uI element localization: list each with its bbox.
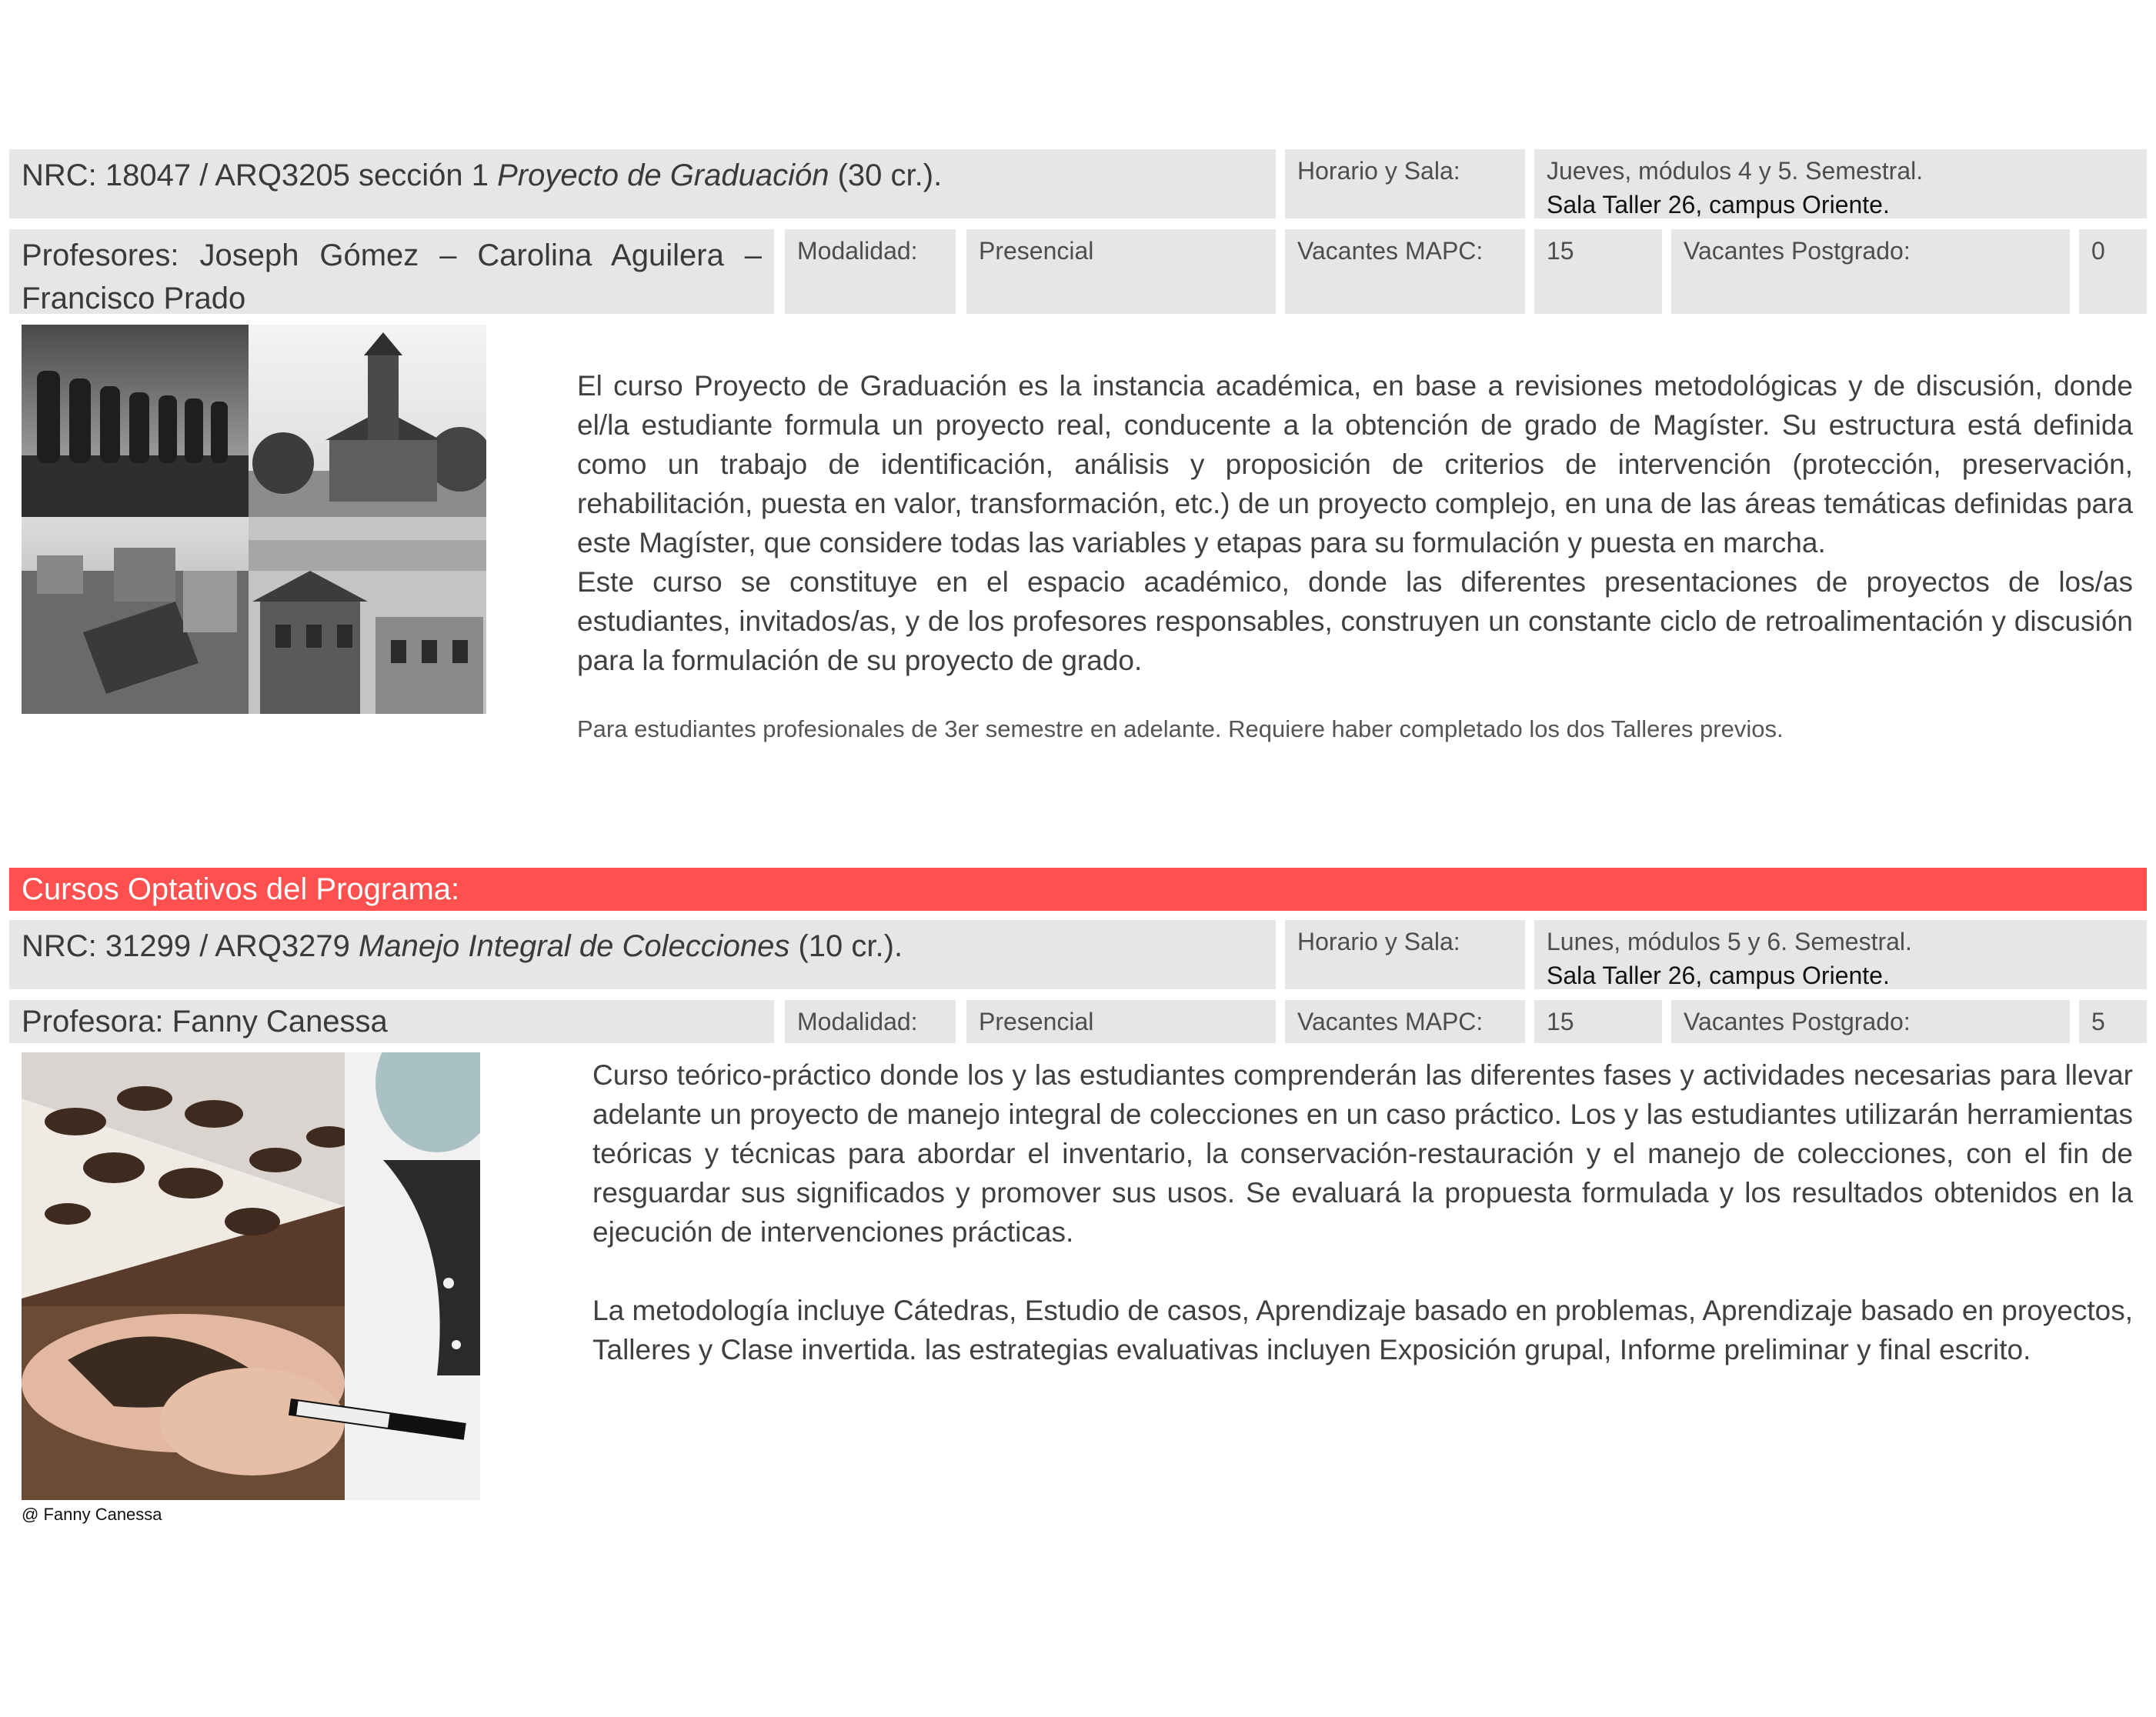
course2-modalidad-value: Presencial	[966, 1000, 1276, 1043]
course1-note: Para estudiantes profesionales de 3er semestre en adelante. Requiere haber completado los dos Talleres previos.	[577, 715, 1784, 742]
course2-description-p2: La metodología incluye Cátedras, Estudio de casos, Aprendizaje basado en problemas, Aprendizaje basado en proyectos, Talleres y Clase invertida. las estrategias evaluativas incluyen Exposición grupal, Informe preliminar y final escrito.	[592, 1295, 2133, 1365]
course1-header	[9, 149, 1276, 218]
course1-header-prefix: NRC: 18047 / ARQ3205 sección 1	[22, 158, 498, 192]
course1-modalidad-value: Presencial	[966, 229, 1276, 314]
course2-photo-collection	[22, 1052, 480, 1500]
course2-horario-line1: Lunes, módulos 5 y 6. Semestral.	[1547, 928, 1912, 955]
course2-title: Manejo Integral de Colecciones	[359, 929, 790, 963]
course2-description-p1: Curso teórico-práctico donde los y las estudiantes comprenderán las diferentes fases y actividades necesarias para llevar adelante un proyecto de manejo integral de colecciones en un caso práctico. Los y las estudiantes utilizarán herramientas teóricas y técnicas para abordar el inventario, la conservación-restauración y el manejo de colecciones, con el fin de resguardar sus significados y promover sus usos. Se evaluará la propuesta formulada y los resultados obtenidos en la ejecución de intervenciones prácticas.	[592, 1059, 2133, 1248]
course2-horario-line2: Sala Taller 26, campus Oriente.	[1547, 962, 1890, 989]
course2-vacantes-mapc-value: 15	[1534, 1000, 1662, 1043]
course2-photo-credit: @ Fanny Canessa	[22, 1505, 162, 1524]
course1-description-p1: El curso Proyecto de Graduación es la instancia académica, en base a revisiones metodológicas y de discusión, donde el/la estudiante formula un proyecto real, conducente a la obtención de grado de Magíster. Su estructura está definida como un trabajo de identificación, análisis y proposición de criterios de intervención (protección, preservación, rehabilitación, puesta en valor, transformación, etc.) de un proyecto complejo, en una de las áreas temáticas definidas para este Magíster, que considere todas las variables y etapas para su formulación y puesta en marcha.	[577, 370, 2133, 558]
course2-header-prefix: NRC: 31299 / ARQ3279	[22, 929, 359, 963]
course1-horario-line1: Jueves, módulos 4 y 5. Semestral.	[1547, 157, 1924, 185]
course1-modalidad-label: Modalidad:	[785, 229, 956, 314]
section-banner-optativos: Cursos Optativos del Programa:	[9, 868, 2147, 911]
course1-horario-value	[1534, 149, 2147, 218]
course1-profesores: Profesores: Joseph Gómez – Carolina Aguilera – Francisco Prado	[9, 229, 774, 314]
course2-description	[592, 1055, 2133, 1369]
course2-header	[9, 920, 1276, 989]
course1-description	[577, 366, 2133, 680]
course2-horario-value	[1534, 920, 2147, 989]
course1-title: Proyecto de Graduación	[497, 158, 829, 192]
course1-description-p2: Este curso se constituye en el espacio académico, donde las diferentes presentaciones de proyectos de los/as estudiantes, invitados/as, y de los profesores responsables, construyen un constante ciclo de retroalimentación y discusión para la formulación de su proyecto de grado.	[577, 566, 2133, 676]
course1-horario-line2: Sala Taller 26, campus Oriente.	[1547, 191, 1890, 218]
course1-header-suffix: (30 cr.).	[829, 158, 943, 192]
course2-header-suffix: (10 cr.).	[789, 929, 903, 963]
course2-profesora: Profesora: Fanny Canessa	[9, 1000, 774, 1043]
course2-description-spacer	[592, 1252, 2133, 1291]
course1-photo-collage	[22, 325, 486, 714]
course2-vacantes-postgrado-label: Vacantes Postgrado:	[1671, 1000, 2070, 1043]
course2-vacantes-postgrado-value: 5	[2079, 1000, 2147, 1043]
course2-horario-label: Horario y Sala:	[1285, 920, 1525, 989]
course2-vacantes-mapc-label: Vacantes MAPC:	[1285, 1000, 1525, 1043]
course1-vacantes-postgrado-label: Vacantes Postgrado:	[1671, 229, 2070, 314]
course1-vacantes-postgrado-value: 0	[2079, 229, 2147, 314]
course1-horario-label: Horario y Sala:	[1285, 149, 1525, 218]
course1-vacantes-mapc-value: 15	[1534, 229, 1662, 314]
course2-modalidad-label: Modalidad:	[785, 1000, 956, 1043]
course1-vacantes-mapc-label: Vacantes MAPC:	[1285, 229, 1525, 314]
